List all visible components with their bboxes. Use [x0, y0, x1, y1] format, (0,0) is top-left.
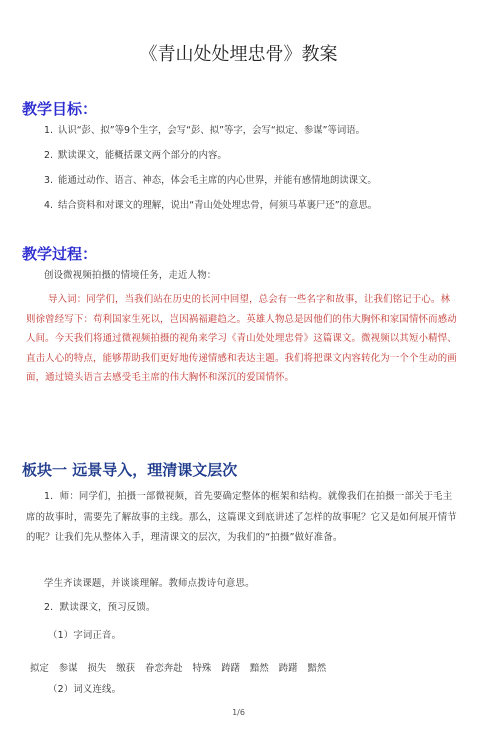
vocab-word: 眷恋奔赴	[145, 663, 183, 674]
objective-number: 4.	[44, 200, 53, 211]
objective-item	[44, 175, 464, 187]
vocab-word: 拟定	[30, 663, 49, 674]
vocab-word: 黯然	[250, 663, 269, 674]
process-intro: 创设微视频拍摄的情境任务，走近人物：	[44, 270, 217, 281]
objective-item	[44, 150, 464, 162]
vocab-word: 踌躇	[278, 663, 298, 674]
vocab-word: 损失	[87, 663, 107, 674]
objective-item	[44, 200, 464, 212]
vocab-word: 特殊	[192, 663, 212, 674]
objective-text: 默读课文，能概括课文两个部分的内容。	[58, 150, 227, 161]
objective-item	[44, 125, 464, 137]
objectives-list	[44, 125, 464, 225]
objective-text: 结合资料和对课文的理解，说出“青山处处埋忠骨，何须马革裹尸还”的意思。	[58, 200, 378, 211]
vocab-word: 缴获	[116, 663, 136, 674]
section1-heading: 板块一 远景导入，理清课文层次	[22, 461, 238, 479]
section1-student-task: 学生齐读课题，并谈谈理解。教师点拨诗句意思。	[44, 578, 255, 589]
document-title: 《青山处处埋忠骨》教案	[139, 44, 338, 65]
vocabulary-row	[30, 660, 333, 674]
process-heading: 教学过程：	[22, 245, 98, 263]
vocab-word: 踌躇	[221, 663, 241, 674]
sub-item-pronunciation: （1）字词正音。	[48, 630, 122, 641]
vocab-word: 黯然	[307, 663, 327, 674]
objective-text: 认识“彭、拟”等9个生字，会写“彭、拟”等字，会写“拟定、参谋”等词语。	[58, 125, 365, 136]
page-number: 1/6	[232, 708, 245, 717]
sub-item-definitions: （2）词义连线。	[48, 684, 122, 695]
intro-text: 导入词：同学们，当我们站在历史的长河中回望，总会有一些名字和故事，让我们铭记于心。林则徐曾经写下：苟利国家生死以，岂因祸福避趋之。英雄人物总是因他们的伟大胸怀和家国情怀而感动人间。今天我们将通过微视频拍摄的视角来学习《青山处处埋忠骨》这篇课文。微视频以其短小精悍、直击人心的特点，能够帮助我们更好地传递情感和表达主题。我们将把课文内容转化为一个个生动的画面，通过镜头语言去感受毛主席的伟大胸怀和深沉的爱国情怀。	[26, 294, 457, 384]
objective-number: 2.	[44, 150, 53, 161]
section1-step2: 2．默读课文，预习反馈。	[44, 602, 156, 613]
objectives-heading: 教学目标：	[22, 100, 98, 118]
vocab-word: 参谋	[58, 663, 78, 674]
objective-number: 1.	[44, 125, 53, 136]
objective-text: 能通过动作、语言、神态，体会毛主席的内心世界，并能有感情地朗读课文。	[58, 175, 377, 186]
section1-paragraph: 1．师：同学们，拍摄一部微视频，首先要确定整体的框架和结构。就像我们在拍摄一部关于毛主席的故事时，需要先了解故事的主线。那么，这篇课文到底讲述了怎样的故事呢？它又是如何展开情节的呢？让我们先从整体入手，理清课文的层次，为我们的“拍摄”做好准备。	[26, 491, 457, 543]
objective-number: 3.	[44, 175, 53, 186]
